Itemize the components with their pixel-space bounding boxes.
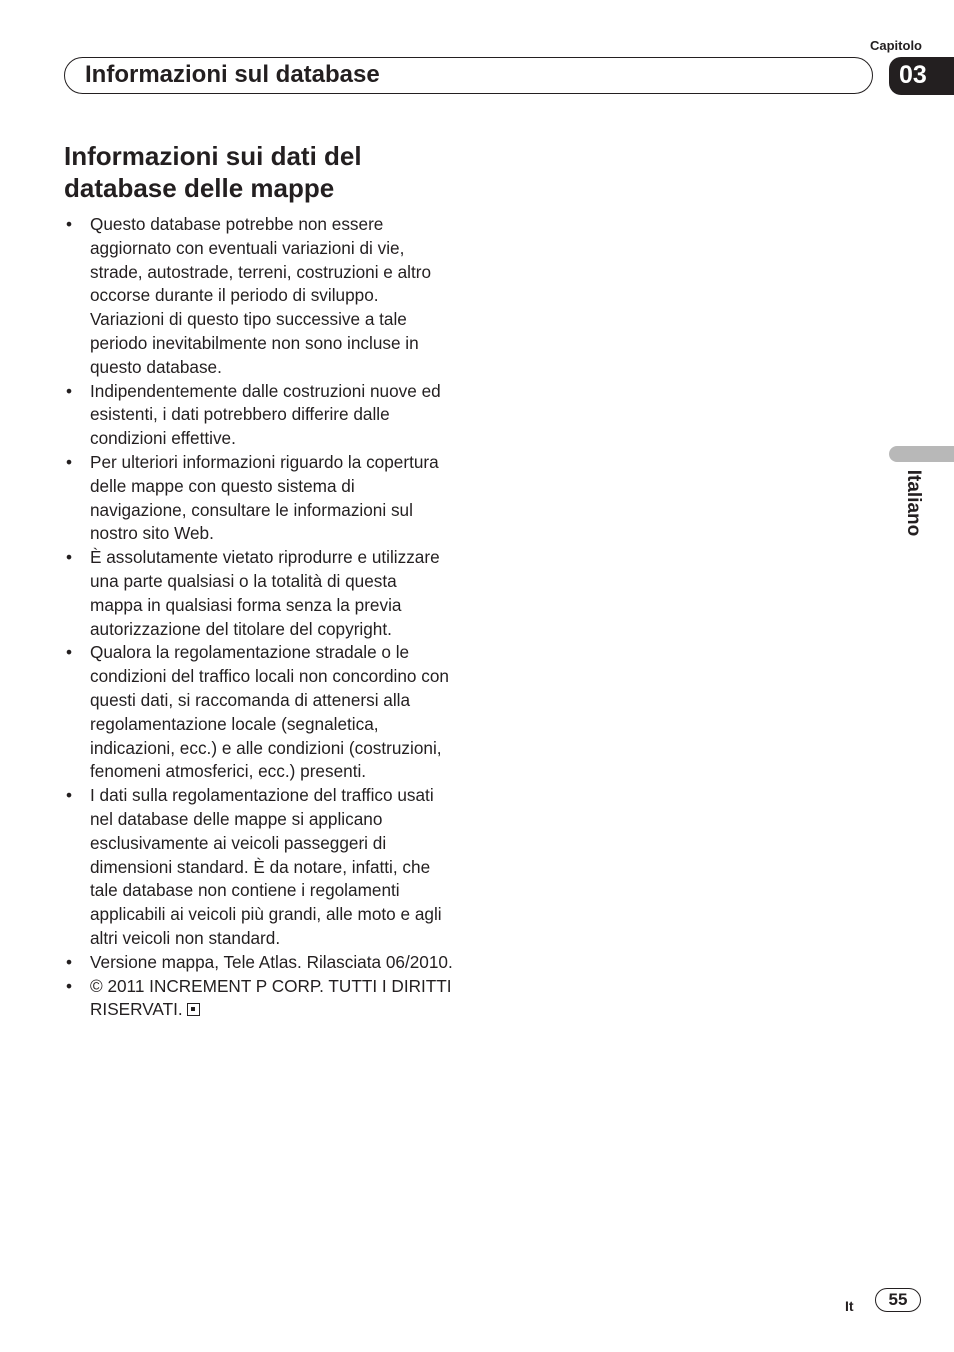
page-number: 55 [875, 1288, 921, 1312]
list-item-text: Questo database potrebbe non essere aggiornato con eventuali variazioni di vie, strade, autostrade, terreni, costruzioni e altro occorse durante il periodo di sviluppo. Variazioni di questo tipo successive a tale periodo inevitabilmente non sono incluse in questo database. [90, 214, 432, 377]
page-heading-line-1: Informazioni sui dati del [64, 141, 362, 171]
list-item [64, 213, 454, 380]
bullet-icon: • [66, 975, 73, 996]
list-item [64, 641, 454, 784]
bullet-icon: • [66, 642, 73, 663]
language-tab [889, 446, 954, 462]
page-heading-line-2: database delle mappe [64, 173, 335, 203]
chapter-tab [889, 57, 954, 95]
language-code: It [845, 1298, 854, 1314]
list-item [64, 380, 454, 451]
bullet-icon: • [66, 214, 73, 234]
end-of-section-icon [187, 1003, 200, 1016]
list-item-text: I dati sulla regolamentazione del traffico usati nel database delle mappe si applicano esclusivamente ai veicoli passeggeri di dimensioni standard. È da notare, infatti, che tale database non contiene i regolamenti applicabili ai veicoli più grandi, alle moto e agli altri veicoli non standard. [90, 785, 442, 948]
language-label: Italiano [903, 469, 924, 537]
list-item [64, 451, 454, 546]
page-heading [64, 140, 454, 204]
list-item [64, 975, 454, 1023]
section-header-bar [64, 57, 873, 94]
list-item [64, 784, 454, 951]
list-item-text: Indipendentemente dalle costruzioni nuove ed esistenti, i dati potrebbero differire dalle condizioni effettive. [90, 380, 441, 449]
list-item-text: © 2011 INCREMENT P CORP. TUTTI I DIRITTI RISERVATI. [90, 975, 452, 1020]
list-item-text: Per ulteriori informazioni riguardo la copertura delle mappe con questo sistema di navigazione, consultare le informazioni sul nostro sito Web. [90, 451, 439, 544]
bullet-icon: • [66, 451, 73, 472]
section-title: Informazioni sul database [85, 61, 380, 88]
list-item-text: È assolutamente vietato riprodurre e utilizzare una parte qualsiasi o la totalità di questa mappa in qualsiasi forma senza la previa autorizzazione del titolare del copyright. [90, 547, 440, 639]
bullet-icon: • [66, 951, 73, 972]
bullet-icon: • [66, 785, 73, 806]
list-item-text: Qualora la regolamentazione stradale o le condizioni del traffico locali non concordino con questi dati, si raccomanda di attenersi alla regolamentazione locale (segnaletica, indicazioni, ecc.) e alle condizioni (costruzioni, fenomeni atmosferici, ecc.) presenti. [90, 642, 449, 782]
chapter-label: Capitolo [870, 38, 922, 53]
list-item-text: Versione mappa, Tele Atlas. Rilasciata 06/2010. [90, 951, 453, 972]
chapter-number: 03 [899, 61, 927, 89]
list-item [64, 951, 454, 975]
list-item [64, 546, 454, 641]
info-bullet-list [64, 213, 454, 1022]
bullet-icon: • [66, 547, 73, 568]
bullet-icon: • [66, 380, 73, 401]
